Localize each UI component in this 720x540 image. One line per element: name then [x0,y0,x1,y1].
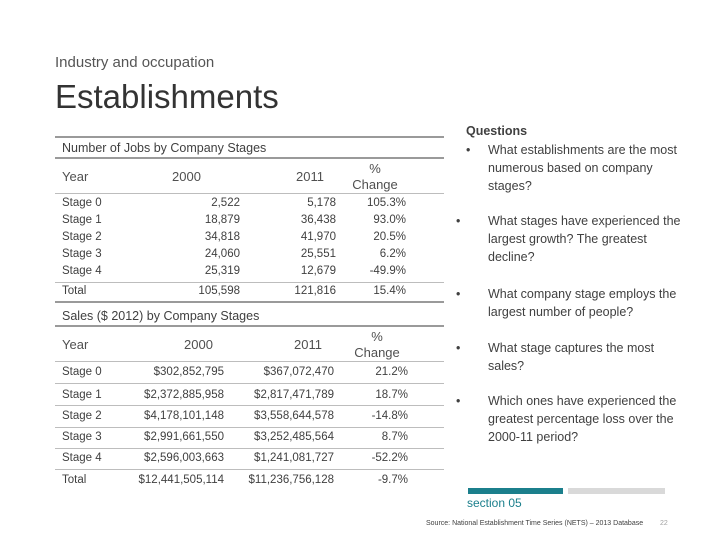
sales-total-change: -9.7% [377,474,408,486]
sales-total-2011: $11,236,756,128 [248,474,334,486]
sales-row-rule [55,427,444,428]
jobs-row-2011: 36,438 [300,214,336,226]
jobs-table-body-rule [55,193,444,194]
jobs-row-label: Stage 3 [62,248,102,260]
bullet-icon: • [456,394,461,408]
bullet-icon: • [466,143,471,157]
jobs-table-top-rule [55,136,444,138]
sales-col-change: % Change [354,329,400,360]
sales-row-change: 8.7% [381,431,408,443]
sales-col-2000: 2000 [184,337,213,352]
jobs-col-change: % Change [352,161,398,192]
sales-row-change: 21.2% [375,366,408,378]
sales-col-2011: 2011 [294,337,322,352]
jobs-row-change: 20.5% [373,231,406,243]
sales-row-change: -14.8% [371,410,408,422]
section-subtitle: Industry and occupation [55,54,215,71]
section-label: section 05 [467,496,522,510]
sales-total-label: Total [62,474,87,486]
page-title: Establishments [55,78,279,115]
sales-row-rule [55,448,444,449]
sales-row-label: Stage 4 [62,452,102,464]
jobs-total-label: Total [62,285,87,297]
jobs-row-2000: 24,060 [204,248,240,260]
jobs-total-change: 15.4% [373,285,406,297]
jobs-row-2000: 34,818 [204,231,240,243]
sales-table-caption: Sales ($ 2012) by Company Stages [62,309,260,323]
jobs-row-change: -49.9% [369,265,406,277]
jobs-total-2000: 105,598 [198,285,240,297]
sales-row-change: 18.7% [375,389,408,401]
jobs-row-label: Stage 1 [62,214,102,226]
sales-table-body-rule [55,361,444,362]
sales-row-rule [55,405,444,406]
sales-row-2011: $2,817,471,789 [254,389,334,401]
page-number: 22 [660,520,668,527]
jobs-col-2011: 2011 [296,169,324,184]
question-text: What stages have experienced the largest growth? The greatest decline? [488,214,681,264]
sales-row-2011: $3,252,485,564 [254,431,334,443]
jobs-table-header-rule [55,157,444,159]
bullet-icon: • [456,287,461,301]
sales-total-2000: $12,441,505,114 [138,474,224,486]
sales-row-label: Stage 0 [62,366,102,378]
jobs-row-2011: 12,679 [300,265,336,277]
sales-row-label: Stage 3 [62,431,102,443]
jobs-table-caption: Number of Jobs by Company Stages [62,141,267,155]
jobs-row-change: 93.0% [373,214,406,226]
sales-row-2011: $367,072,470 [263,366,334,378]
question-item [456,339,686,379]
jobs-row-2000: 2,522 [211,197,240,209]
sales-col-year: Year [62,337,89,352]
sales-row-label: Stage 2 [62,410,102,422]
sales-row-2000: $302,852,795 [153,366,224,378]
jobs-row-label: Stage 4 [62,265,102,277]
sales-row-2011: $1,241,081,727 [254,452,334,464]
sales-row-label: Stage 1 [62,389,102,401]
jobs-col-2000: 2000 [172,169,201,184]
section-accent-bar [468,488,563,494]
jobs-row-change: 105.3% [366,197,406,209]
sales-row-2011: $3,558,644,578 [254,410,334,422]
question-text: What stage captures the most sales? [488,341,655,373]
jobs-row-2000: 18,879 [204,214,240,226]
questions-title: Questions [466,124,528,138]
jobs-col-year: Year [62,169,89,184]
question-item [456,212,686,268]
question-item [456,285,686,325]
jobs-table-bottom-rule [55,301,444,303]
sales-row-2000: $2,596,003,663 [144,452,224,464]
source-note: Source: National Establishment Time Series (NETS) – 2013 Database [426,520,644,527]
sales-row-rule [55,469,444,470]
sales-table-header-rule [55,325,444,327]
sales-row-change: -52.2% [371,452,408,464]
sales-row-2000: $4,178,101,148 [144,410,224,422]
question-text: Which ones have experienced the greatest percentage loss over the 2000-11 period? [488,394,677,444]
sales-row-2000: $2,372,885,958 [144,389,224,401]
question-item [456,141,686,197]
section-track-bar [568,488,665,494]
bullet-icon: • [456,341,461,355]
sales-row-rule [55,383,444,384]
question-text: What establishments are the most numerous based on company stages? [488,143,677,193]
jobs-row-change: 6.2% [379,248,406,260]
question-item [456,392,686,448]
jobs-row-2011: 25,551 [300,248,336,260]
jobs-table-total-rule [55,282,444,283]
jobs-row-label: Stage 2 [62,231,102,243]
jobs-total-2011: 121,816 [294,285,336,297]
sales-row-2000: $2,991,661,550 [144,431,224,443]
jobs-row-2011: 5,178 [307,197,336,209]
jobs-row-2000: 25,319 [204,265,240,277]
question-text: What company stage employs the largest number of people? [488,287,677,319]
jobs-row-2011: 41,970 [300,231,336,243]
jobs-row-label: Stage 0 [62,197,102,209]
bullet-icon: • [456,214,461,228]
